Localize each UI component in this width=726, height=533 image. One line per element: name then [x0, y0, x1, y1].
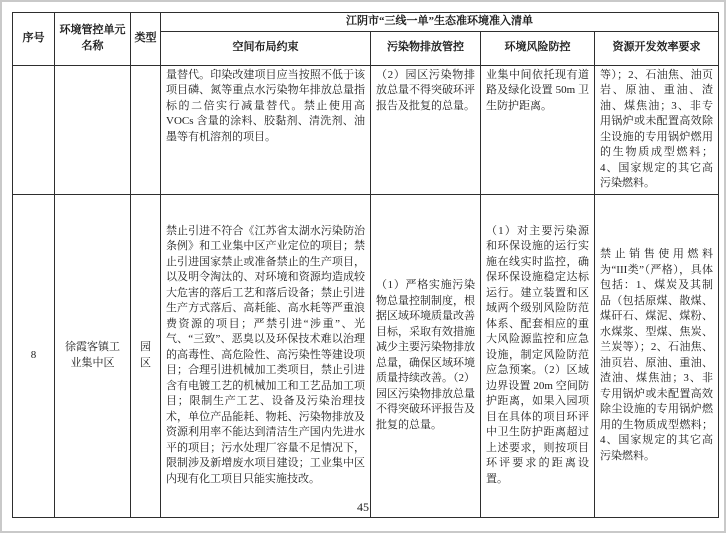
admission-list-table: [12, 12, 719, 518]
cell-spatial-constraint: 量替代。印染改建项目应当按照不低于该项目磷、氮等重点水污染物年排放总量指标的二倍实行减量替代。禁止使用高 VOCs 含量的涂料、胶黏剂、清洗剂、油墨等有机溶剂的项目。: [161, 65, 371, 194]
column-header-resource: 资源开发效率要求: [595, 31, 719, 65]
cell-serial: [13, 65, 55, 194]
column-header-type: 类型: [131, 13, 161, 66]
page-number: 45: [357, 500, 369, 514]
cell-type: [131, 65, 161, 194]
cell-unit-name: 徐霞客镇工业集中区: [55, 194, 131, 517]
cell-risk-prevention: 业集中间依托现有道路及绿化设置 50m 卫生防护距离。: [481, 65, 595, 194]
cell-risk-prevention: （1）对主要污染源和环保设施的运行实施在线实时监控，确保环保设施稳定达标运行。建立装置和区域两个级别风险防范体系、配套相应的重大风险源监控和应急设施，制定风险防范应急预案。（2）区域边界设置 20m 空间防护距离，如果入园项目在具体的项目环评中卫生防护距离超过上述要求，则按项目环评要求的距离设置。: [481, 194, 595, 517]
cell-serial: 8: [13, 194, 55, 517]
column-header-serial: 序号: [13, 13, 55, 66]
column-header-pollutant: 污染物排放管控: [371, 31, 481, 65]
cell-type: 园区: [131, 194, 161, 517]
cell-spatial-constraint: 禁止引进不符合《江苏省太湖水污染防治条例》和工业集中区产业定位的项目；禁止引进国家禁止或准备禁止的生产项目，以及明令淘汰的、对环境和资源均造成较大危害的落后工艺和落后设备；禁止引进生产方式落后、高耗能、高水耗等严重浪费资源的项目；严禁引进“涉重”、光气、“三致”、恶臭以及环保技术难以治理的高毒性、高危险性、高污染性等建设项目；合理引进机械加工类项目，禁止引进含有电镀工艺的机械加工和工艺品加工项目；限制生产工艺、设备及污染治理技术，单位产品能耗、物耗、污染物排放及资源利用率不能达到清洁生产国内先进水平的项目；污水处理厂容量不足情况下，限制涉及新增废水项目建设；工业集中区内现有化工项目只能实施技改。: [161, 194, 371, 517]
column-header-risk: 环境风险防控: [481, 31, 595, 65]
cell-unit-name: [55, 65, 131, 194]
cell-resource-efficiency: 禁止销售使用燃料为“III类”（严格），具体包括：1、煤炭及其制品（包括原煤、散煤、煤矸石、煤泥、煤粉、水煤浆、型煤、焦炭、兰炭等）；2、石油焦、油页岩、原油、重油、渣油、煤焦油；3、非专用锅炉或未配置高效除尘设施的专用锅炉燃用的生物质成型燃料；4、国家规定的其它高污染燃料。: [595, 194, 719, 517]
table-header-row-1: [13, 13, 719, 32]
cell-pollutant-control: （1）严格实施污染物总量控制制度，根据区域环境质量改善目标，采取有效措施减少主要污染物排放总量，确保区域环境质量持续改善。（2）园区污染物排放总量不得突破环评报告及批复的总量。: [371, 194, 481, 517]
table-row-continuation: [13, 65, 719, 194]
cell-resource-efficiency: 等）；2、石油焦、油页岩、原油、重油、渣油、煤焦油；3、非专用锅炉或未配置高效除尘设施的专用锅炉燃用的生物质成型燃料；4、国家规定的其它高污染燃料。: [595, 65, 719, 194]
column-header-unit-name: 环境管控单元名称: [55, 13, 131, 66]
column-header-spatial: 空间布局约束: [161, 31, 371, 65]
table-row-8: [13, 194, 719, 517]
cell-pollutant-control: （2）园区污染物排放总量不得突破环评报告及批复的总量。: [371, 65, 481, 194]
table-title: 江阴市“三线一单”生态准环境准入清单: [161, 13, 719, 32]
